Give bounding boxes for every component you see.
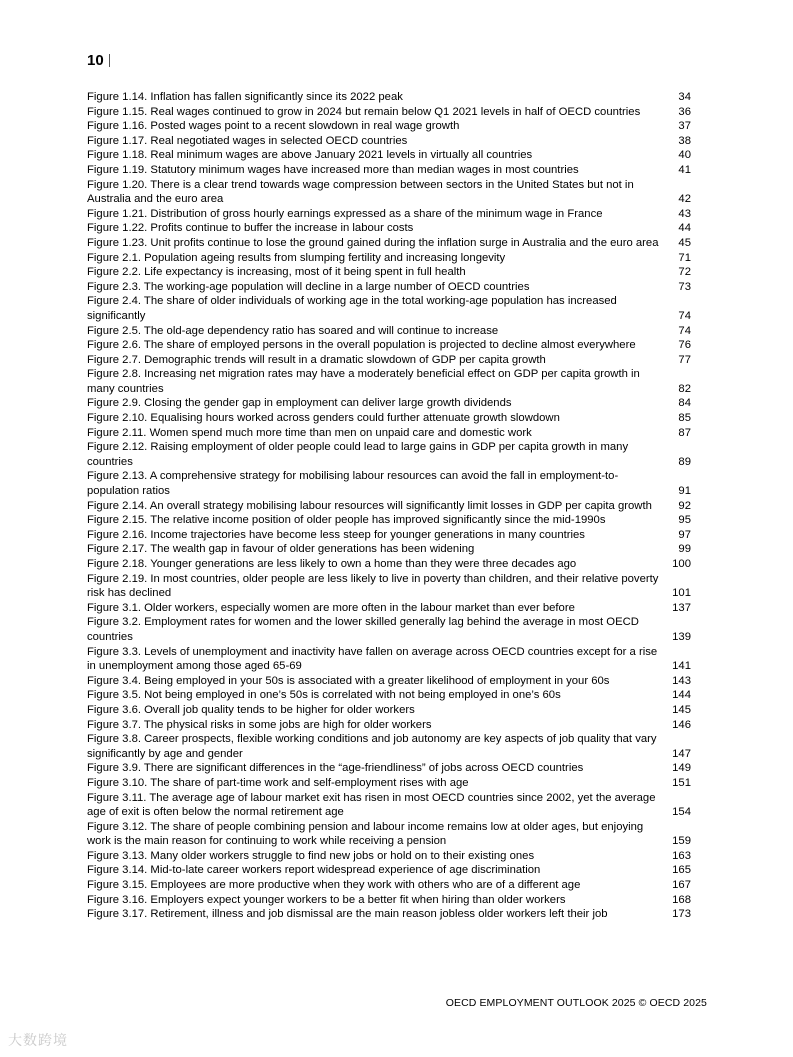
toc-entry-title: Figure 3.14. Mid-to-late career workers report widespread experience of age discrimination	[87, 864, 541, 877]
toc-entry[interactable]	[87, 732, 691, 761]
toc-entry-page: 147	[672, 747, 691, 760]
toc-entry-page: 36	[678, 105, 691, 118]
toc-entry-title: Figure 2.7. Demographic trends will result in a dramatic slowdown of GDP per capita growth	[87, 353, 546, 366]
toc-entry-title: Figure 2.15. The relative income position of older people has improved significantly since the mid-1990s	[87, 514, 606, 527]
toc-entry-page: 91	[678, 485, 691, 498]
toc-entry-title: Figure 1.17. Real negotiated wages in selected OECD countries	[87, 134, 408, 147]
toc-entry-title: Figure 3.3. Levels of unemployment and inactivity have fallen on average across OECD countries except for a rise in unemployment among those aged 65-69	[87, 645, 658, 673]
toc-entry[interactable]	[87, 820, 691, 849]
toc-entry-title: Figure 2.1. Population ageing results from slumping fertility and increasing longevity	[87, 251, 506, 264]
toc-entry-page: 37	[678, 120, 691, 133]
toc-entry-title: Figure 3.16. Employers expect younger workers to be a better fit when hiring than older workers	[87, 893, 566, 906]
toc-entry[interactable]	[87, 907, 691, 922]
toc-entry-page: 41	[678, 163, 691, 176]
toc-entry-title: Figure 2.3. The working-age population will decline in a large number of OECD countries	[87, 280, 530, 293]
toc-entry-page: 74	[678, 309, 691, 322]
toc-entry-title: Figure 2.13. A comprehensive strategy for mobilising labour resources can avoid the fall in employment-to-population ratios	[87, 470, 619, 498]
toc-entry-page: 42	[678, 193, 691, 206]
toc-entry[interactable]	[87, 105, 691, 120]
toc-entry-page: 165	[672, 864, 691, 877]
toc-entry-title: Figure 3.8. Career prospects, flexible working conditions and job autonomy are key aspects of job quality that vary significantly by age and gender	[87, 733, 657, 760]
toc-entry-title: Figure 2.19. In most countries, older people are less likely to live in poverty than children, and their relative poverty risk has declined	[87, 572, 659, 600]
toc-entry-page: 84	[678, 397, 691, 410]
toc-entry[interactable]	[87, 542, 691, 557]
toc-entry[interactable]	[87, 615, 691, 644]
toc-entry-page: 151	[672, 776, 691, 789]
toc-entry-page: 101	[672, 587, 691, 600]
toc-entry[interactable]	[87, 221, 691, 236]
toc-entry-page: 77	[678, 353, 691, 366]
toc-entry-title: Figure 2.2. Life expectancy is increasing, most of it being spent in full health	[87, 266, 466, 279]
toc-entry-page: 144	[672, 689, 691, 702]
toc-entry[interactable]	[87, 119, 691, 134]
toc-entry-title: Figure 1.21. Distribution of gross hourly earnings expressed as a share of the minimum wage in France	[87, 207, 603, 220]
toc-entry[interactable]	[87, 236, 691, 251]
toc-entry-title: Figure 2.16. Income trajectories have become less steep for younger generations in many countries	[87, 528, 585, 541]
page-number: 10	[87, 52, 104, 69]
toc-entry[interactable]	[87, 688, 691, 703]
toc-entry[interactable]	[87, 163, 691, 178]
toc-entry-page: 99	[678, 543, 691, 556]
toc-entry-page: 34	[678, 91, 691, 103]
toc-entry-page: 97	[678, 528, 691, 541]
toc-entry[interactable]	[87, 557, 691, 572]
toc-entry-page: 82	[678, 382, 691, 395]
list-of-figures	[87, 90, 691, 922]
toc-entry-title: Figure 1.20. There is a clear trend towards wage compression between sectors in the United States but not in Australia and the euro area	[87, 178, 634, 206]
toc-entry-title: Figure 2.6. The share of employed persons in the overall population is projected to decline almost everywhere	[87, 339, 636, 352]
toc-entry-title: Figure 3.12. The share of people combining pension and labour income remains low at older ages, but enjoying work is the main reason for continuing to work while receiving a pension	[87, 820, 644, 848]
toc-entry-title: Figure 1.16. Posted wages point to a recent slowdown in real wage growth	[87, 120, 460, 133]
toc-entry-page: 85	[678, 412, 691, 425]
toc-entry[interactable]	[87, 396, 691, 411]
toc-entry-page: 100	[672, 558, 691, 570]
toc-entry-page: 168	[672, 893, 691, 906]
toc-entry-page: 149	[672, 762, 691, 775]
toc-entry-title: Figure 3.11. The average age of labour market exit has risen in most OECD countries since 2002, yet the average age of exit is often below the normal retirement age	[87, 791, 656, 819]
toc-entry[interactable]	[87, 761, 691, 776]
toc-entry-page: 163	[672, 849, 691, 862]
toc-entry[interactable]	[87, 601, 691, 616]
toc-entry-page: 159	[672, 835, 691, 848]
toc-entry-title: Figure 1.22. Profits continue to buffer the increase in labour costs	[87, 222, 414, 235]
toc-entry[interactable]	[87, 528, 691, 543]
toc-entry[interactable]	[87, 411, 691, 426]
toc-entry[interactable]	[87, 207, 691, 222]
page-footer: OECD EMPLOYMENT OUTLOOK 2025 © OECD 2025	[445, 997, 707, 1009]
toc-entry[interactable]	[87, 426, 691, 441]
toc-entry-page: 137	[672, 601, 691, 614]
toc-entry-page: 76	[678, 339, 691, 352]
toc-entry-title: Figure 1.18. Real minimum wages are above January 2021 levels in virtually all countries	[87, 149, 533, 162]
page-header	[87, 52, 110, 69]
toc-entry-page: 44	[678, 222, 691, 235]
toc-entry[interactable]	[87, 703, 691, 718]
toc-entry-title: Figure 2.18. Younger generations are less likely to own a home than they were three decades ago	[87, 558, 577, 570]
toc-entry[interactable]	[87, 338, 691, 353]
toc-entry-page: 95	[678, 514, 691, 527]
toc-entry[interactable]	[87, 134, 691, 149]
toc-entry-title: Figure 2.10. Equalising hours worked across genders could further attenuate growth slowdown	[87, 412, 560, 425]
header-divider	[109, 54, 110, 67]
toc-entry-page: 173	[672, 908, 691, 921]
toc-entry[interactable]	[87, 353, 691, 368]
toc-entry-page: 73	[678, 280, 691, 293]
toc-entry-title: Figure 3.13. Many older workers struggle to find new jobs or hold on to their existing ones	[87, 849, 535, 862]
toc-entry-title: Figure 2.5. The old-age dependency ratio has soared and will continue to increase	[87, 324, 499, 337]
toc-entry[interactable]	[87, 849, 691, 864]
toc-entry-title: Figure 3.10. The share of part-time work and self-employment rises with age	[87, 776, 469, 789]
toc-entry-title: Figure 3.1. Older workers, especially women are more often in the labour market than ever before	[87, 601, 575, 614]
toc-entry[interactable]	[87, 863, 691, 878]
toc-entry-title: Figure 3.7. The physical risks in some jobs are high for older workers	[87, 718, 432, 731]
toc-entry-title: Figure 1.14. Inflation has fallen significantly since its 2022 peak	[87, 91, 403, 103]
toc-entry-title: Figure 3.17. Retirement, illness and job dismissal are the main reason jobless older workers left their job	[87, 908, 608, 921]
toc-entry-title: Figure 2.12. Raising employment of older people could lead to large gains in GDP per capita growth in many countries	[87, 441, 629, 468]
toc-entry-page: 87	[678, 426, 691, 439]
toc-entry[interactable]	[87, 572, 691, 601]
toc-entry-page: 141	[672, 660, 691, 673]
toc-entry-page: 89	[678, 455, 691, 468]
toc-entry-title: Figure 2.14. An overall strategy mobilising labour resources will significantly limit losses in GDP per capita growth	[87, 499, 652, 512]
toc-entry-title: Figure 1.15. Real wages continued to grow in 2024 but remain below Q1 2021 levels in half of OECD countries	[87, 105, 641, 118]
toc-entry[interactable]	[87, 367, 691, 396]
toc-entry[interactable]	[87, 513, 691, 528]
toc-entry-page: 45	[678, 236, 691, 249]
toc-entry-title: Figure 2.11. Women spend much more time than men on unpaid care and domestic work	[87, 426, 532, 439]
toc-entry-page: 139	[672, 630, 691, 643]
toc-entry[interactable]	[87, 469, 691, 498]
toc-entry-page: 71	[678, 251, 691, 264]
toc-entry-page: 92	[678, 499, 691, 512]
toc-entry-title: Figure 2.17. The wealth gap in favour of older generations has been widening	[87, 543, 475, 556]
toc-entry[interactable]	[87, 148, 691, 163]
toc-entry-page: 167	[672, 879, 691, 892]
toc-entry[interactable]	[87, 893, 691, 908]
toc-entry-page: 72	[678, 266, 691, 279]
toc-entry-page: 143	[672, 674, 691, 687]
toc-entry[interactable]	[87, 776, 691, 791]
toc-entry-title: Figure 3.5. Not being employed in one’s 50s is correlated with not being employed in one’s 60s	[87, 689, 561, 702]
toc-entry-title: Figure 1.19. Statutory minimum wages have increased more than median wages in most countries	[87, 163, 579, 176]
toc-entry-page: 38	[678, 134, 691, 147]
toc-entry-page: 145	[672, 703, 691, 716]
toc-entry-page: 43	[678, 207, 691, 220]
toc-entry[interactable]	[87, 251, 691, 266]
toc-entry-title: Figure 3.2. Employment rates for women and the lower skilled generally lag behind the average in most OECD countries	[87, 616, 639, 643]
toc-entry[interactable]	[87, 294, 691, 323]
watermark-logo: 大数跨境	[8, 1032, 68, 1048]
toc-entry-title: Figure 2.4. The share of older individuals of working age in the total working-age population has increased significantly	[87, 295, 617, 322]
toc-entry[interactable]	[87, 791, 691, 820]
toc-entry[interactable]	[87, 265, 691, 280]
toc-entry[interactable]	[87, 440, 691, 469]
toc-entry-page: 40	[678, 149, 691, 162]
toc-entry-page: 74	[678, 324, 691, 337]
toc-entry-title: Figure 3.15. Employees are more productive when they work with others who are of a different age	[87, 879, 581, 892]
toc-entry[interactable]	[87, 878, 691, 893]
toc-entry[interactable]	[87, 280, 691, 295]
toc-entry-title: Figure 3.4. Being employed in your 50s is associated with a greater likelihood of employment in your 60s	[87, 674, 610, 687]
toc-entry-title: Figure 1.23. Unit profits continue to lose the ground gained during the inflation surge in Australia and the euro area	[87, 236, 659, 249]
toc-entry-title: Figure 3.9. There are significant differences in the “age-friendliness” of jobs across OECD countries	[87, 762, 584, 775]
toc-entry[interactable]	[87, 674, 691, 689]
toc-entry[interactable]	[87, 718, 691, 733]
toc-entry[interactable]	[87, 90, 691, 105]
toc-entry[interactable]	[87, 178, 691, 207]
toc-entry-page: 154	[672, 806, 691, 819]
toc-entry[interactable]	[87, 499, 691, 514]
toc-entry-title: Figure 2.8. Increasing net migration rates may have a moderately beneficial effect on GDP per capita growth in many countries	[87, 368, 640, 395]
toc-entry[interactable]	[87, 645, 691, 674]
toc-entry-page: 146	[672, 718, 691, 731]
toc-entry-title: Figure 3.6. Overall job quality tends to be higher for older workers	[87, 703, 415, 716]
toc-entry[interactable]	[87, 324, 691, 339]
toc-entry-title: Figure 2.9. Closing the gender gap in employment can deliver large growth dividends	[87, 397, 512, 410]
